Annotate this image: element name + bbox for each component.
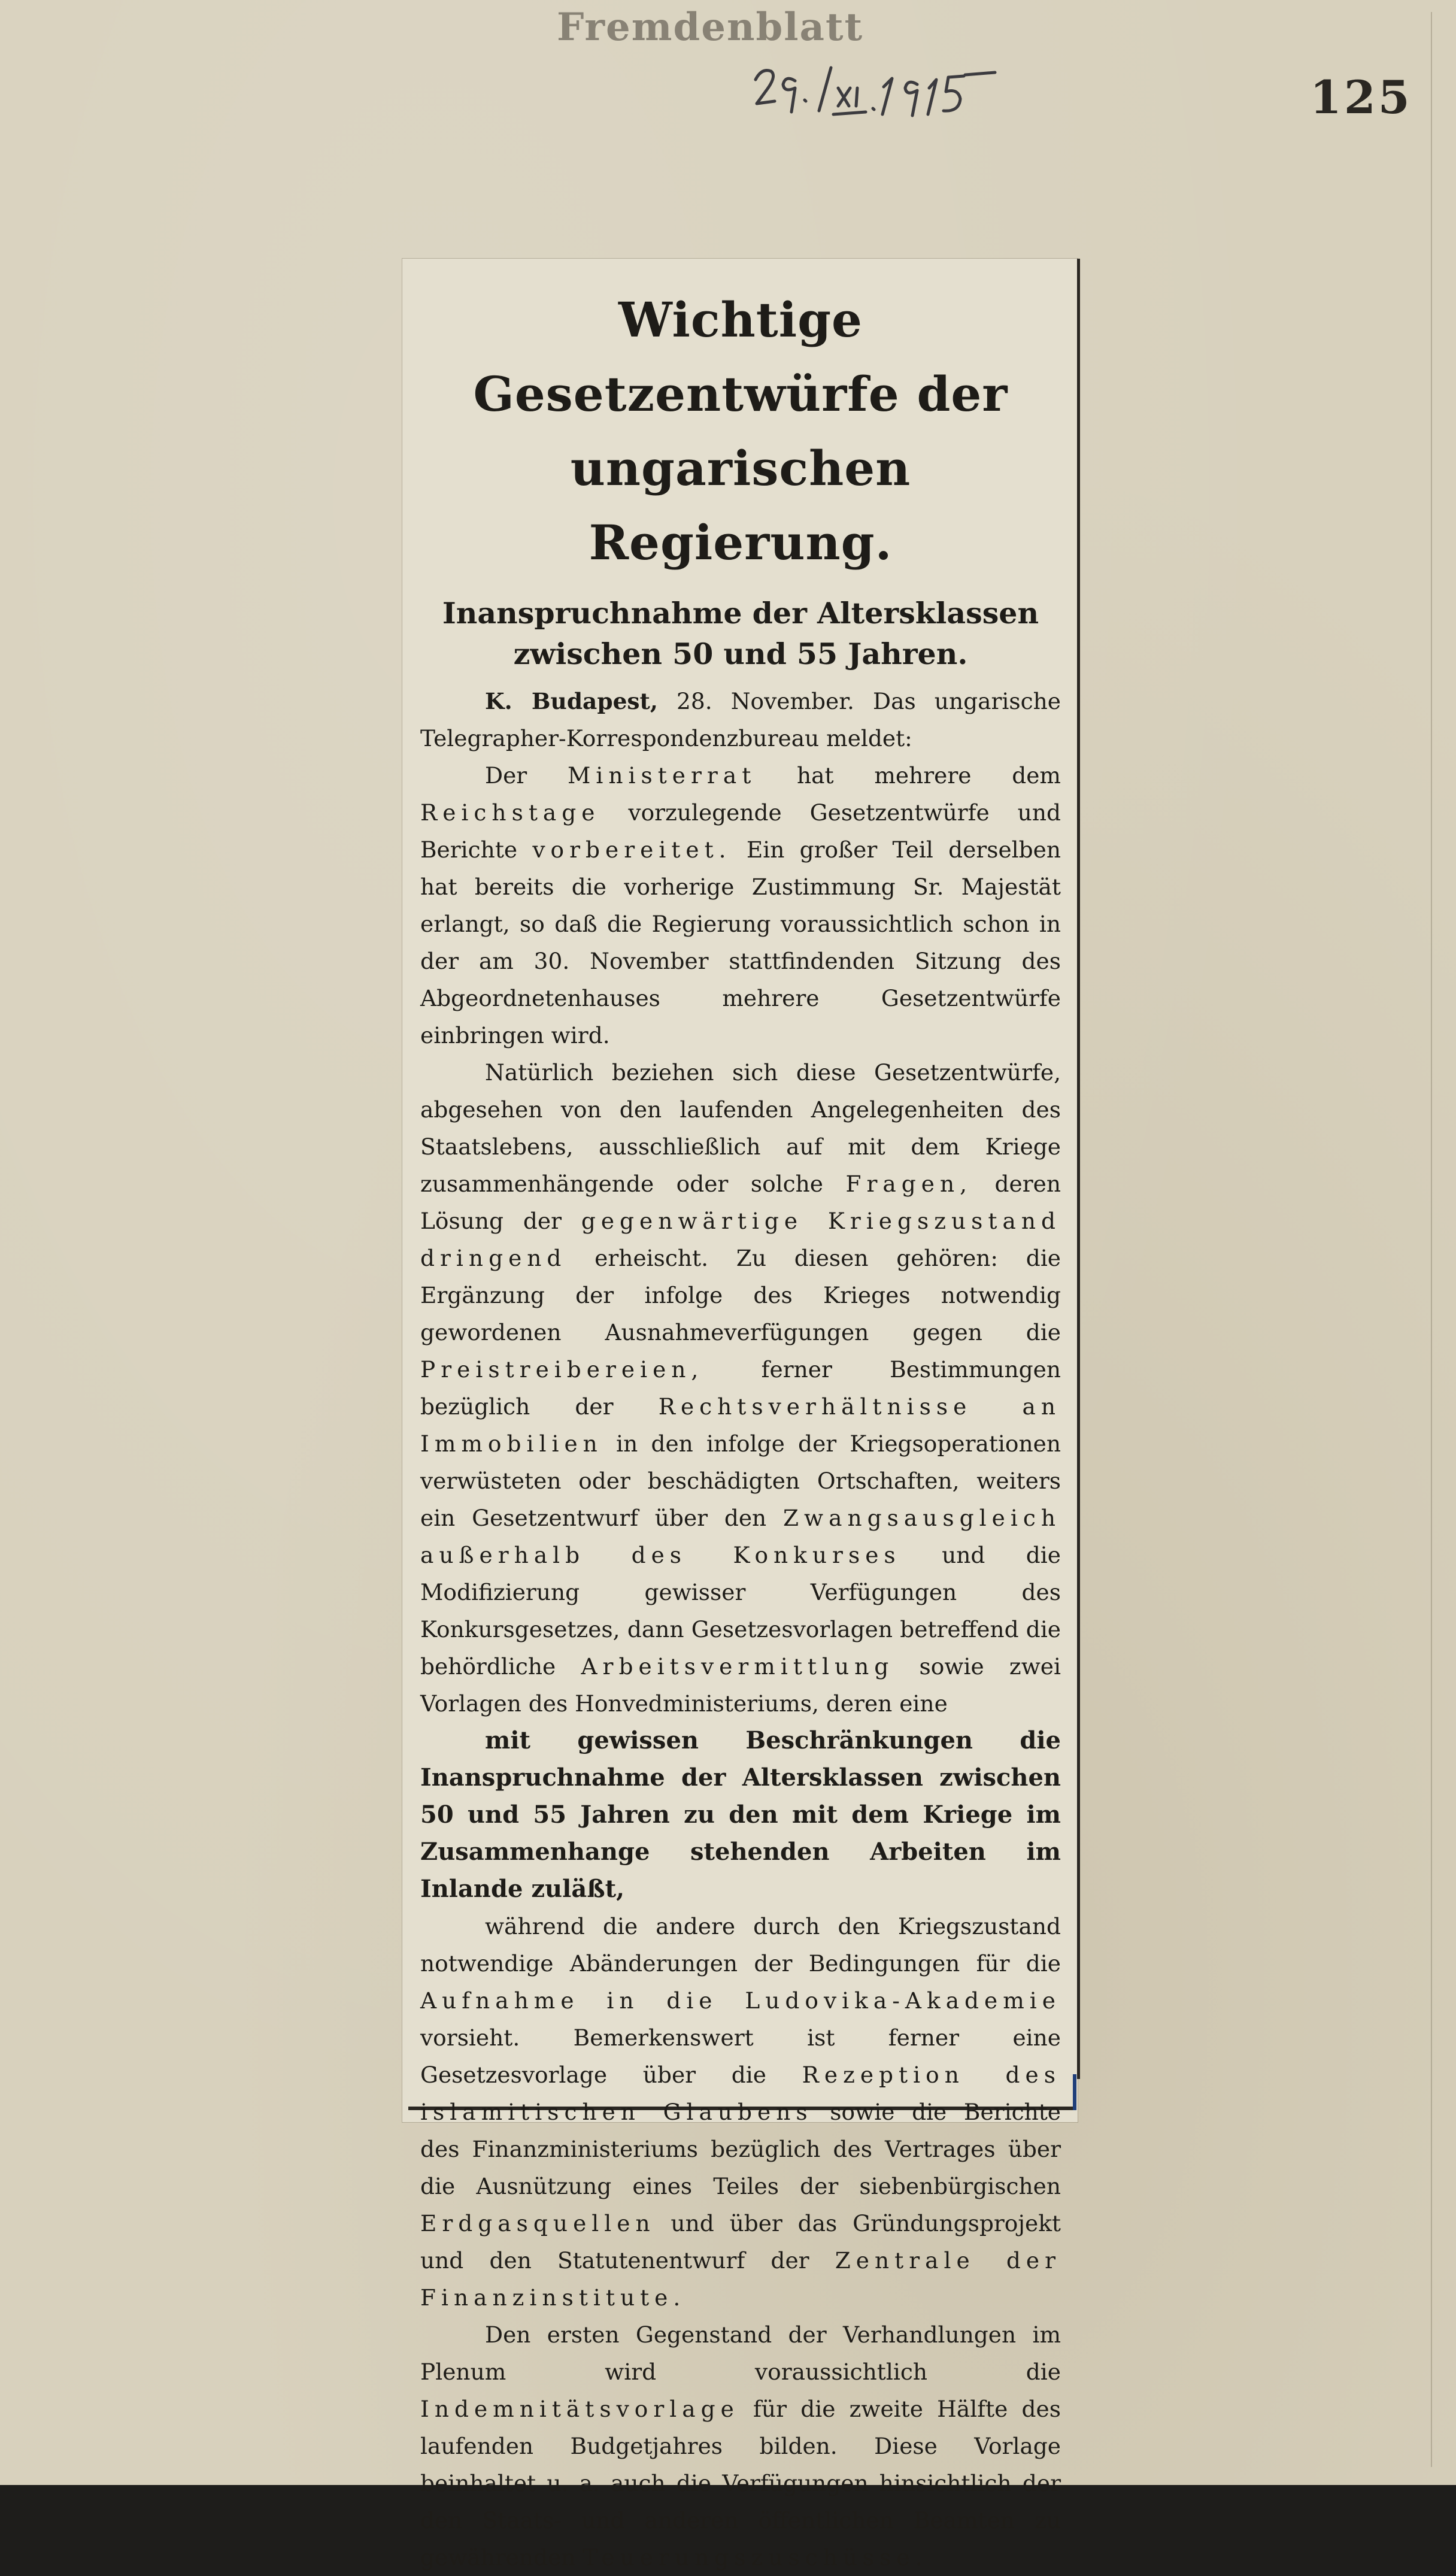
spaced-text: Reichstage xyxy=(420,799,600,826)
article-dateline xyxy=(420,683,1061,757)
text-run: vorzulegende Gesetzentwürfe und Berichte xyxy=(420,799,1061,863)
text-run: für die zweite Hälfte des laufenden Budgetjahres bilden. Diese Vorlage beinhaltet u. a. auch die Verfügungen hinsichtlich der den Staats- und anderen öffentlichen Beamten zu gewährenden xyxy=(420,2396,1061,2571)
text-run: erheischt. Zu diesen gehören: die Ergänzung der infolge des Krieges notwendig gewordenen Ausnahmeverfügungen gegen die xyxy=(420,1245,1061,1345)
text-run: Ein großer Teil derselben hat bereits die vorherige Zustimmung Sr. Majestät erlangt, so daß die Regierung voraussichtlich schon in der am 30. November stattfindenden Sitzung des Abgeordnetenhauses mehrere Gesetzentwürfe einbringen wird. xyxy=(420,837,1061,1048)
text-run: sowie die Berichte des Finanzministeriums bezüglich des Vertrages über die Ausnützung eines Teiles der siebenbürgischen xyxy=(420,2099,1061,2199)
spaced-text: Rezeption des islamitischen Glaubens xyxy=(420,2062,1061,2125)
text-run: und über das Gründungsprojekt und den Statutenentwurf der xyxy=(420,2210,1061,2274)
dateline-text: 28. November. Das ungarische Telegrapher-Korrespondenzbureau meldet: xyxy=(420,688,1061,751)
text-run: während die andere durch den Kriegszustand notwendige Abänderungen der Bedingungen für die xyxy=(420,1913,1061,1977)
newspaper-clipping xyxy=(402,259,1078,2571)
article-paragraph-3 xyxy=(420,1908,1061,2316)
spaced-text: Arbeitsvermittlung xyxy=(581,1653,894,1680)
spaced-text: vorbereitet. xyxy=(532,837,732,863)
spaced-text: Rechtsverhältnisse an Immobilien xyxy=(420,1393,1061,1457)
spaced-text: gegenwärtige Kriegszustand dringend xyxy=(420,1208,1061,1271)
text-run: Natürlich beziehen sich diese Gesetzentwürfe, abgesehen von den laufenden Angelegenheiten des Staatslebens, ausschließlich auf mit dem Kriege zusammenhängende oder solche xyxy=(420,1059,1061,1197)
text-run: in den infolge der Kriegsoperationen verwüsteten oder beschädigten Ortschaften, weiters ein Gesetzentwurf über den xyxy=(420,1431,1061,1531)
text-run: sowie zwei Vorlagen des Honvedministeriums, deren eine xyxy=(420,1653,1061,1717)
text-run: Der xyxy=(485,762,568,789)
spaced-text: Aufnahme in die Ludovika-Akademie xyxy=(420,1987,1061,2014)
article-paragraph-2 xyxy=(420,1054,1061,1722)
text-run: vorsieht. Bemerkenswert ist ferner eine Gesetzesvorlage über die xyxy=(420,2025,1061,2088)
blue-pencil-mark xyxy=(1073,2074,1076,2110)
handwritten-date-drawing xyxy=(748,57,1000,123)
article xyxy=(420,283,1061,2576)
handwritten-date xyxy=(748,57,1000,123)
text-run: und die Modifizierung gewisser Verfügungen des Konkursgesetzes, dann Gesetzesvorlagen betreffend die behördliche xyxy=(420,1542,1061,1680)
spaced-text: Teuerungszuschüsse. xyxy=(583,2544,928,2571)
article-bold-highlight: mit gewissen Beschränkungen die Inanspruchnahme der Altersklassen zwischen 50 und 55 Jahren zu den mit dem Kriege im Zusammenhange stehenden Arbeiten im Inlande zuläßt, xyxy=(420,1726,1061,1903)
dateline-place: K. Budapest, xyxy=(485,688,658,714)
newspaper-stamp: Fremdenblatt xyxy=(557,5,864,50)
spaced-text: Erdgasquellen xyxy=(420,2210,656,2236)
spaced-text: Ministerrat xyxy=(567,762,757,789)
spaced-text: Fragen, xyxy=(845,1171,973,1197)
article-paragraph-1 xyxy=(420,757,1061,1054)
text-run: Den ersten Gegenstand der Verhandlungen im Plenum wird voraussichtlich die xyxy=(420,2322,1061,2385)
spaced-text: Preistreibereien, xyxy=(420,1356,704,1383)
text-run: hat mehrere dem xyxy=(756,762,1061,789)
spaced-text: Zentrale der Finanzinstitute. xyxy=(420,2247,1061,2311)
article-paragraph-4 xyxy=(420,2316,1061,2576)
page-number: 125 xyxy=(1310,71,1412,124)
spaced-text: Indemnitätsvorlage xyxy=(420,2396,739,2422)
column-rule xyxy=(1077,259,1080,2079)
text-run: deren Lösung der xyxy=(420,1171,1061,1234)
article-headline: Wichtige Gesetzentwürfe der ungarischen Regierung. xyxy=(473,292,1008,571)
article-subheadline: Inanspruchnahme der Altersklassen zwischen 50 und 55 Jahren. xyxy=(442,596,1039,671)
spaced-text: Zwangsausgleich außerhalb des Konkurses xyxy=(420,1505,1061,1568)
text-run: ferner Bestimmungen bezüglich der xyxy=(420,1356,1061,1420)
